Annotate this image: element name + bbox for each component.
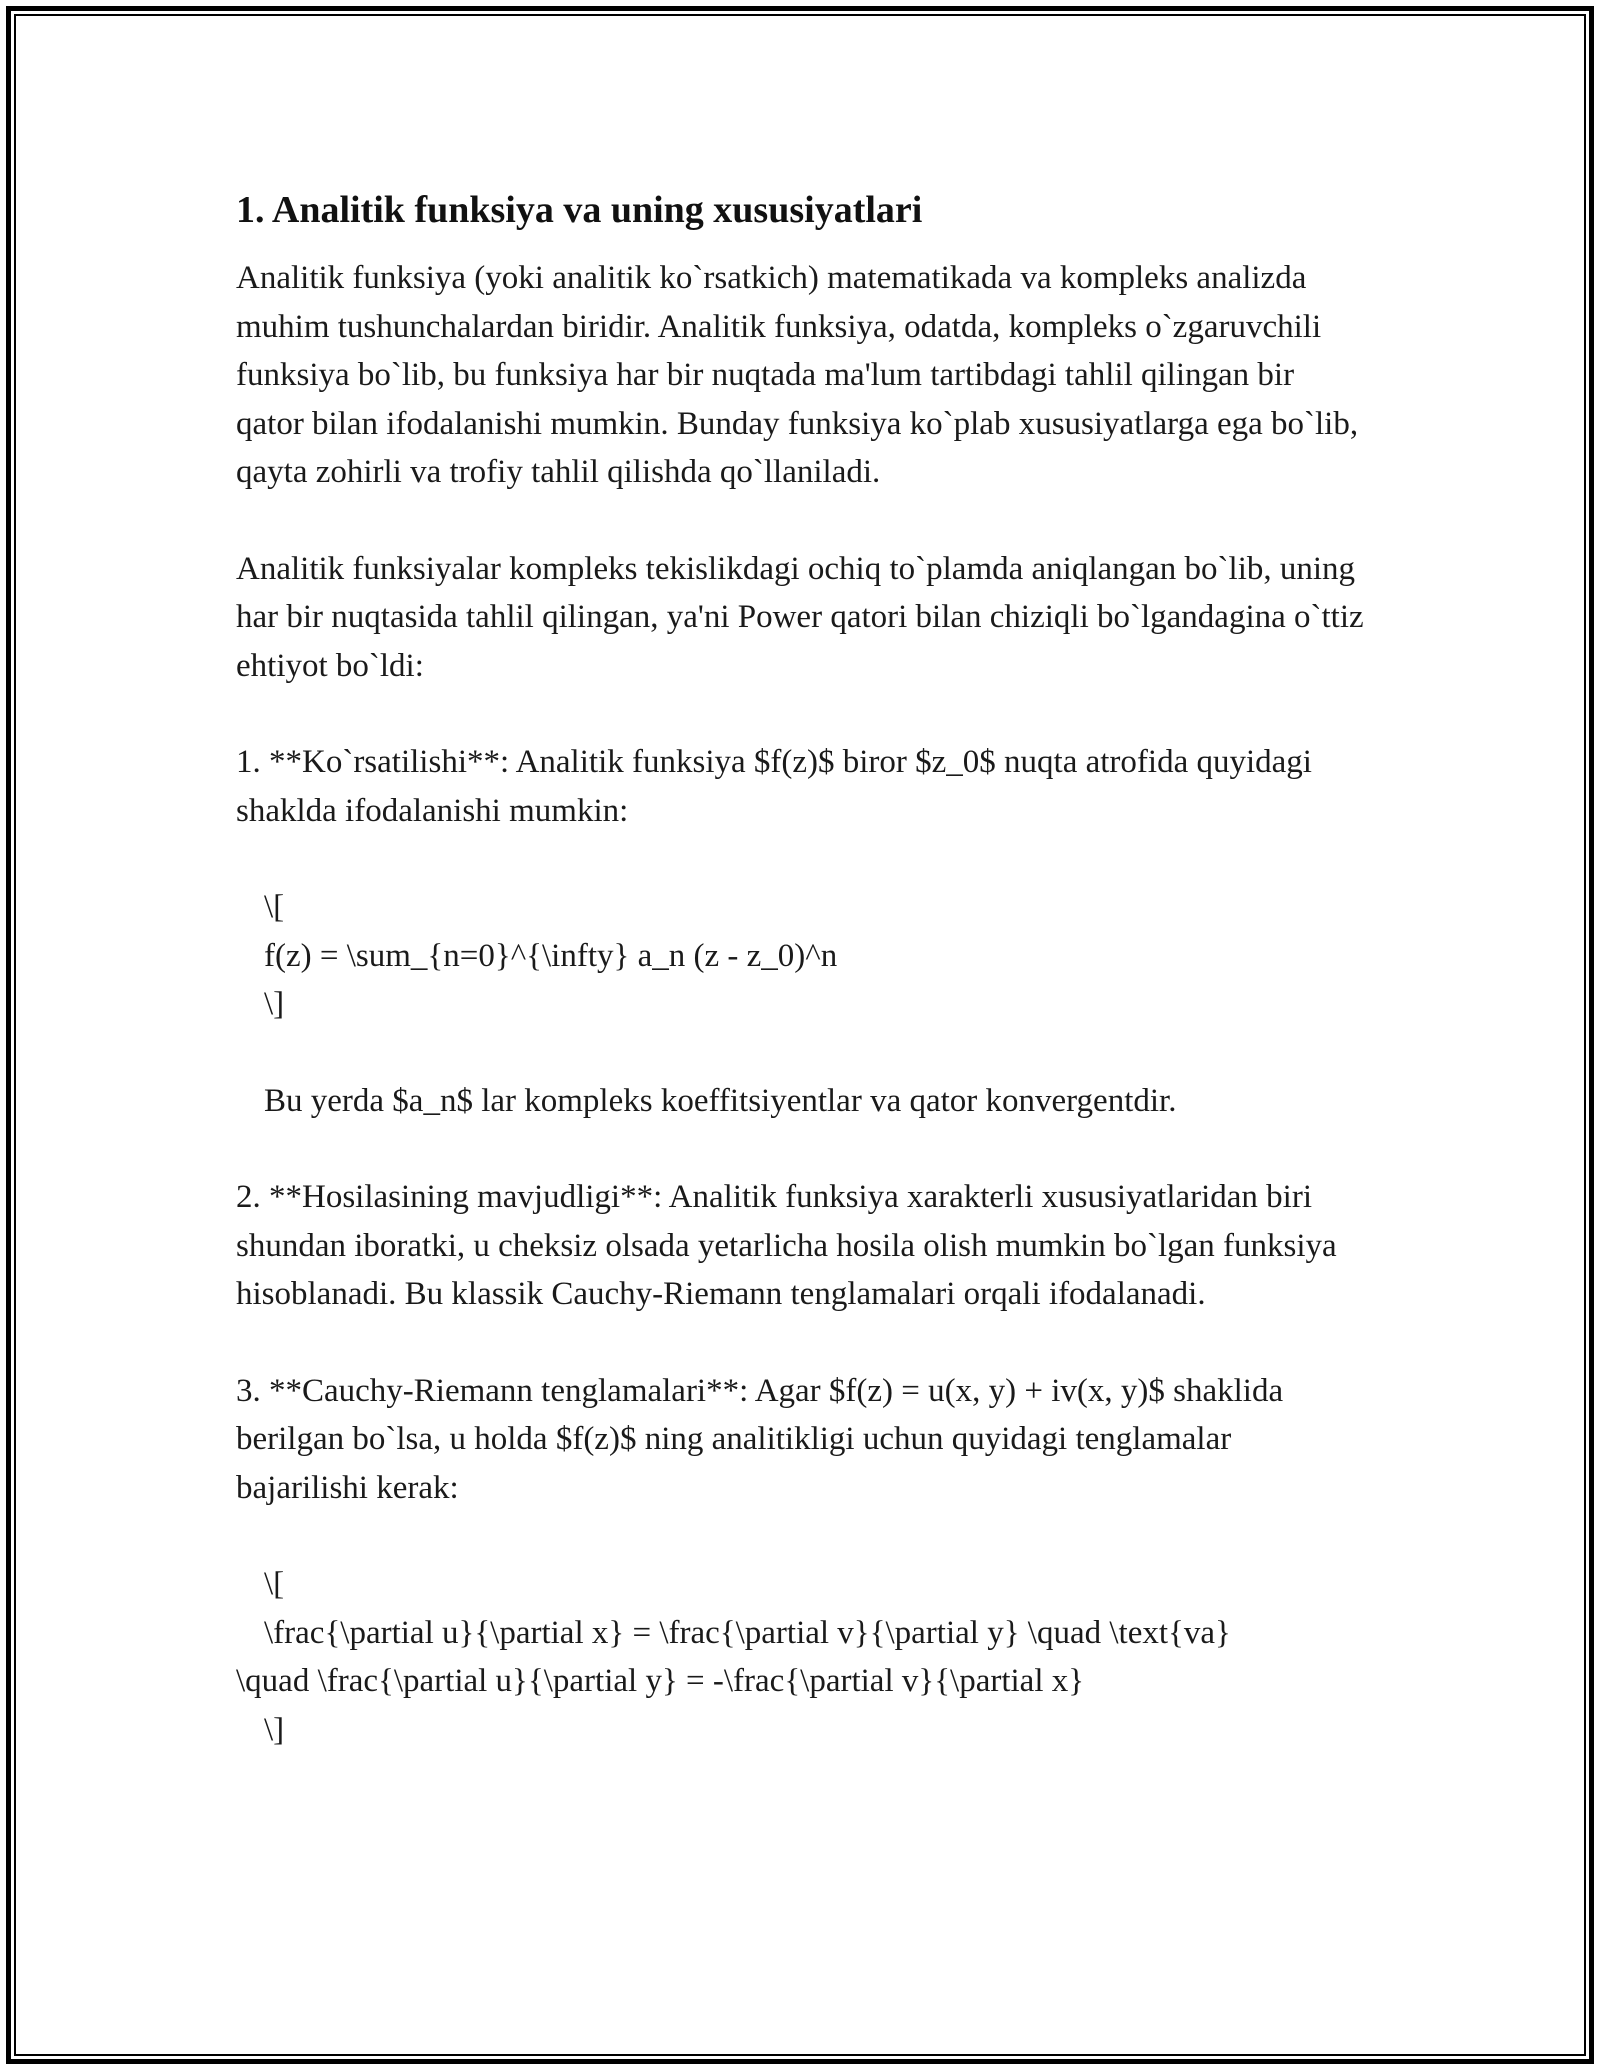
math-block-2-close: \] [264, 1711, 285, 1748]
paragraph-gap [236, 1319, 1366, 1367]
list-item-1: 1. **Ko`rsatilishi**: Analitik funksiya $f(z)$ biror $z_0$ nuqta atrofida quyidagi shaklda ifodalanishi mumkin: [236, 744, 1321, 829]
paragraph-gap [236, 835, 1366, 883]
math-block-2-formula-line2: \quad \frac{\partial u}{\partial y} = -\frac{\partial v}{\partial x} [236, 1663, 1085, 1699]
section-heading: 1. Analitik funksiya va uning xususiyatlari [236, 189, 923, 231]
document-body [236, 186, 1372, 1754]
paragraph-gap [236, 690, 1366, 738]
math-block-1-close: \] [264, 986, 285, 1022]
list-item-1-note: Bu yerda $a_n$ lar kompleks koeffitsiyentlar va qator konvergentdir. [264, 1082, 1177, 1119]
list-item-2: 2. **Hosilasining mavjudligi**: Analitik funksiya xarakterli xususiyatlaridan biri shundan iboratki, u cheksiz olsada yetarlicha hosila olish mumkin bo`lgan funksiya hisoblanadi. Bu klassik Cauchy-Riemann tenglamalari orqali ifodalanadi. [236, 1179, 1345, 1312]
math-block-1-open: \[ [264, 889, 285, 925]
paragraph-gap [236, 1029, 1366, 1077]
intro-paragraph-2: Analitik funksiyalar kompleks tekislikdagi ochiq to`plamda aniqlangan bo`lib, uning har bir nuqtasida tahlil qilingan, ya'ni Power qatori bilan chiziqli bo`lgandagina o`ttiz ehtiyot bo`ldi: [236, 550, 1372, 684]
paragraph-gap [236, 1512, 1366, 1560]
paragraph-gap [236, 497, 1366, 545]
paragraph-gap [236, 1125, 1366, 1173]
math-block-1-formula: f(z) = \sum_{n=0}^{\infty} a_n (z - z_0)^n [264, 937, 838, 974]
math-block-2-open: \[ [264, 1566, 285, 1602]
intro-paragraph-1: Analitik funksiya (yoki analitik ko`rsatkich) matematikada va kompleks analizda muhim tushunchalardan biridir. Analitik funksiya, odatda, kompleks o`zgaruvchili funksiya bo`lib, bu funksiya har bir nuqtada ma'lum tartibdagi tahlil qilingan bir qator bilan ifodalanishi mumkin. Bunday funksiya ko`plab xususiyatlarga ega bo`lib, qayta zohirli va trofiy tahlil qilishda qo`llaniladi. [236, 260, 1367, 490]
list-item-3: 3. **Cauchy-Riemann tenglamalari**: Agar $f(z) = u(x, y) + iv(x, y)$ shaklida berilgan bo`lsa, u holda $f(z)$ ning analitikligi uchun quyidagi tenglamalar bajarilishi kerak: [236, 1372, 1292, 1506]
math-block-2-formula-line1: \frac{\partial u}{\partial x} = \frac{\partial v}{\partial y} \quad \text{va} [264, 1614, 1231, 1651]
